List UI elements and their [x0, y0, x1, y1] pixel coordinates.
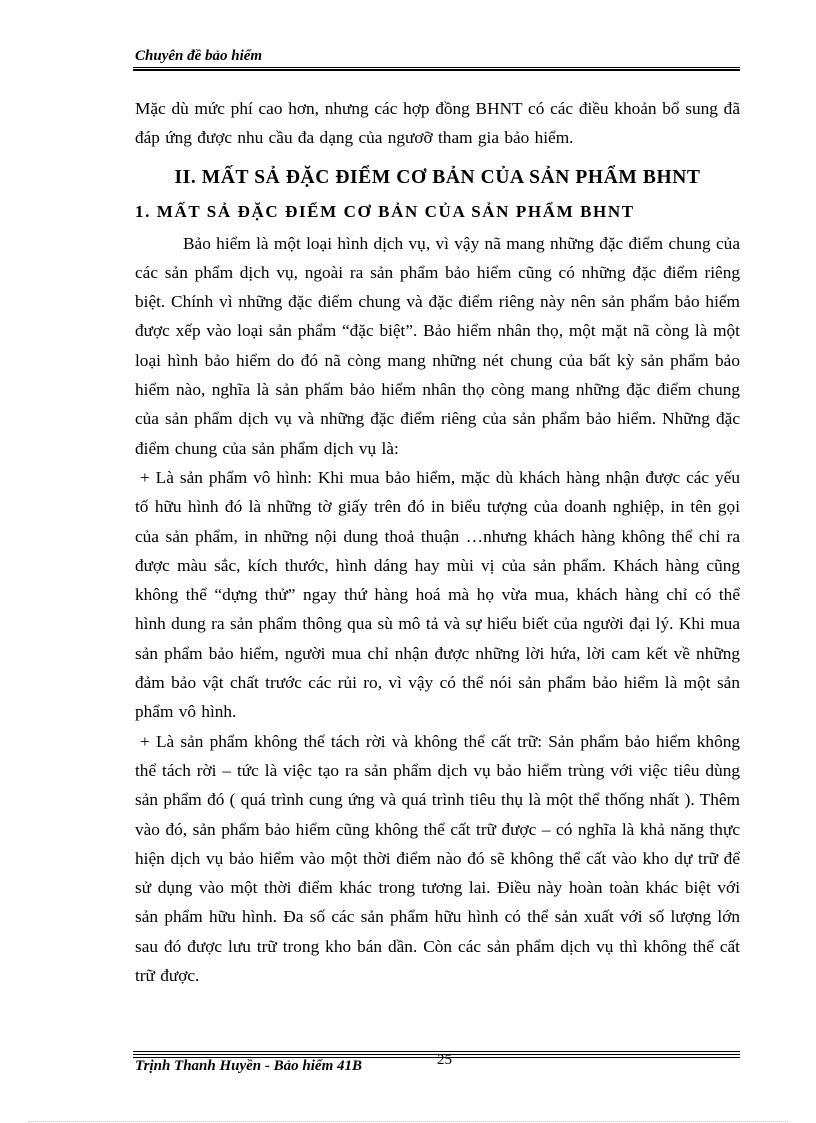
- bullet-intangible-product: + Là sản phẩm vô hình: Khi mua bảo hiểm, mặc dù khách hàng nhận được các yếu tố hữu hình đó là những tờ giấy trên đó in biểu tượng của doanh nghiệp, in tên gọi của sản phẩm, in những nội dung thoả thuận …nhưng khách hàng không thể chỉ ra được màu sắc, kích thước, hình dáng hay mùi vị của sản phẩm. Khách hàng cũng không thể “dựng thử” ngay thứ hàng hoá mà họ vừa mua, khách hàng chỉ có thể hình dung ra sản phẩm thông qua sù mô tả và sự hiểu biết của người đại lý. Khi mua sản phẩm bảo hiểm, người mua chỉ nhận được những lời hứa, lời cam kết về những đảm bảo vật chất trước các rủi ro, vì vậy có thể nói sản phẩm bảo hiểm là một sản phẩm vô hình.: [135, 467, 740, 722]
- running-header-title: Chuyên đề bảo hiểm: [135, 48, 263, 64]
- page-edge-dotted-line: [28, 1121, 788, 1122]
- subsection-heading: 1. MẤT SẢ ĐẶC ĐIỂM CƠ BẢN CỦA SẢN PHẨM BHNT: [135, 201, 635, 221]
- page-number: 25: [437, 1052, 452, 1068]
- header-rule-thick: [133, 69, 740, 71]
- bullet-inseparable-product: + Là sản phẩm không thể tách rời và không thể cất trữ: Sản phẩm bảo hiểm không thể tách rời – tức là việc tạo ra sản phẩm dịch vụ bảo hiểm trùng với việc tiêu dùng sản phẩm đó ( quá trình cung ứng và quá trình tiêu thụ là một thể thống nhất ). Thêm vào đó, sản phẩm bảo hiểm cũng không thể cất trữ được – có nghĩa là khả năng thực hiện dịch vụ bảo hiểm vào một thời điểm nào đó sẽ không thể cất vào kho dự trữ để sử dụng vào một thời điểm khác trong tương lai. Điều này hoàn toàn khác biệt với sản phẩm hữu hình. Đa số các sản phẩm hữu hình có thể sản xuất với số lượng lớn sau đó được lưu trữ trong kho bán dần. Còn các sản phẩm dịch vụ thì không thể cất trữ được.: [135, 731, 740, 986]
- section-heading: II. MẤT SẢ ĐẶC ĐIỂM CƠ BẢN CỦA SẢN PHẨM BHNT: [174, 166, 701, 188]
- header-rule: [133, 67, 740, 68]
- paragraph-general-features: Bảo hiểm là một loại hình dịch vụ, vì vậy nã mang những đặc điểm chung của các sản phẩm dịch vụ, ngoài ra sản phẩm bảo hiểm cũng có những đặc điểm riêng biệt. Chính vì những đặc điểm chung và đặc điểm riêng này nên sản phẩm bảo hiểm được xếp vào loại sản phẩm “đặc biệt”. Bảo hiểm nhân thọ, một mặt nã còng là một loại hình bảo hiểm do đó nã còng mang những nét chung của bất kỳ sản phẩm bảo hiểm nào, nghĩa là sản phẩm bảo hiểm nhân thọ còng mang những đặc điểm chung của sản phẩm dịch vụ và những đặc điểm riêng của sản phẩm bảo hiểm. Những đặc điểm chung của sản phẩm dịch vụ là:: [135, 233, 740, 458]
- footer-author: Trịnh Thanh Huyền - Bảo hiểm 41B: [135, 1058, 362, 1074]
- page-body: [135, 94, 740, 990]
- intro-paragraph: Mặc dù mức phí cao hơn, nhưng các hợp đồng BHNT có các điều khoản bổ sung đã đáp ứng được nhu cầu đa dạng của ngươỡ tham gia bảo hiểm.: [135, 99, 740, 148]
